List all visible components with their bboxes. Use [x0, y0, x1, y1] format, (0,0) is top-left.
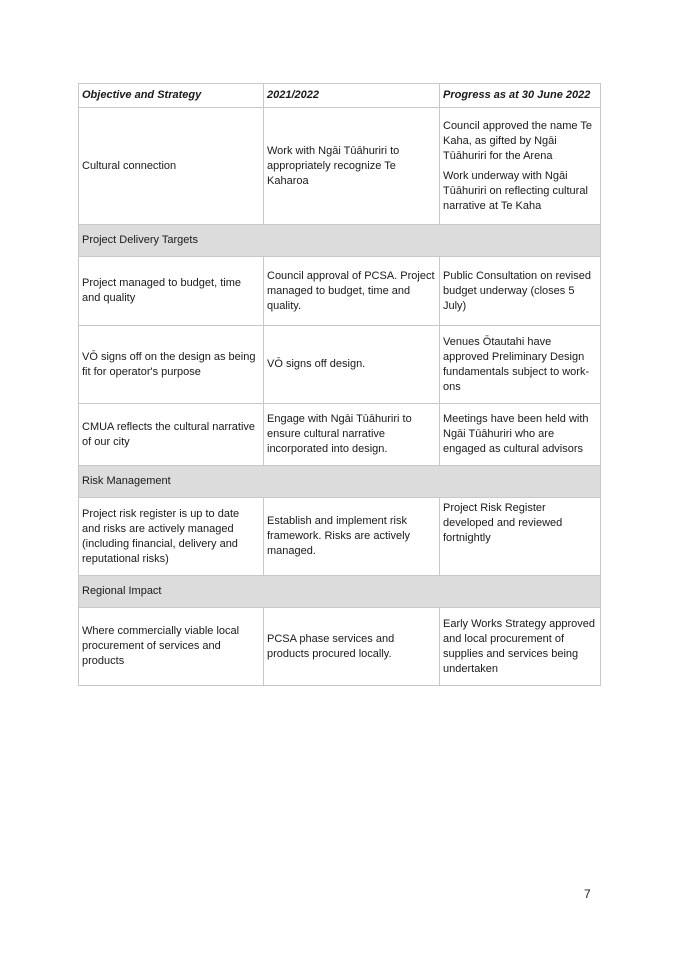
table-row	[79, 326, 601, 404]
progress-cell: Project Risk Register developed and reviewed fortnightly	[440, 498, 601, 576]
header-progress: Progress as at 30 June 2022	[440, 84, 601, 108]
table-row	[79, 108, 601, 225]
target-cell: Establish and implement risk framework. Risks are actively managed.	[264, 498, 440, 576]
section-row	[79, 466, 601, 498]
objective-cell: CMUA reflects the cultural narrative of our city	[79, 404, 264, 466]
progress-table	[78, 83, 601, 686]
objective-cell: VŌ signs off on the design as being fit for operator's purpose	[79, 326, 264, 404]
target-cell: Council approval of PCSA. Project managed to budget, time and quality.	[264, 257, 440, 326]
table-row	[79, 608, 601, 686]
progress-cell: Public Consultation on revised budget underway (closes 5 July)	[440, 257, 601, 326]
progress-paragraph: Council approved the name Te Kaha, as gifted by Ngāi Tūāhuriri for the Arena	[443, 119, 593, 162]
objective-cell: Where commercially viable local procurement of services and products	[79, 608, 264, 686]
objective-cell: Project managed to budget, time and quality	[79, 257, 264, 326]
page-number: 7	[584, 887, 591, 901]
target-cell: VŌ signs off design.	[264, 326, 440, 404]
table-row	[79, 498, 601, 576]
objective-cell: Project risk register is up to date and risks are actively managed (including financial, delivery and reputational risks)	[79, 498, 264, 576]
table-row	[79, 257, 601, 326]
section-heading: Project Delivery Targets	[79, 225, 601, 257]
progress-cell: Meetings have been held with Ngāi Tūāhuriri who are engaged as cultural advisors	[440, 404, 601, 466]
progress-cell: Venues Ōtautahi have approved Preliminary Design fundamentals subject to work-ons	[440, 326, 601, 404]
header-objective: Objective and Strategy	[79, 84, 264, 108]
target-cell: Work with Ngāi Tūāhuriri to appropriately recognize Te Kaharoa	[264, 108, 440, 225]
progress-cell: Early Works Strategy approved and local procurement of supplies and services being undertaken	[440, 608, 601, 686]
target-cell: Engage with Ngāi Tūāhuriri to ensure cultural narrative incorporated into design.	[264, 404, 440, 466]
section-row	[79, 576, 601, 608]
target-cell: PCSA phase services and products procured locally.	[264, 608, 440, 686]
table-header-row	[79, 84, 601, 108]
section-heading: Regional Impact	[79, 576, 601, 608]
objective-cell: Cultural connection	[79, 108, 264, 225]
progress-cell	[440, 108, 601, 225]
table-row	[79, 404, 601, 466]
header-target-2021-2022: 2021/2022	[264, 84, 440, 108]
section-heading: Risk Management	[79, 466, 601, 498]
progress-paragraph: Work underway with Ngāi Tūāhuriri on reflecting cultural narrative at Te Kaha	[443, 169, 588, 212]
section-row	[79, 225, 601, 257]
